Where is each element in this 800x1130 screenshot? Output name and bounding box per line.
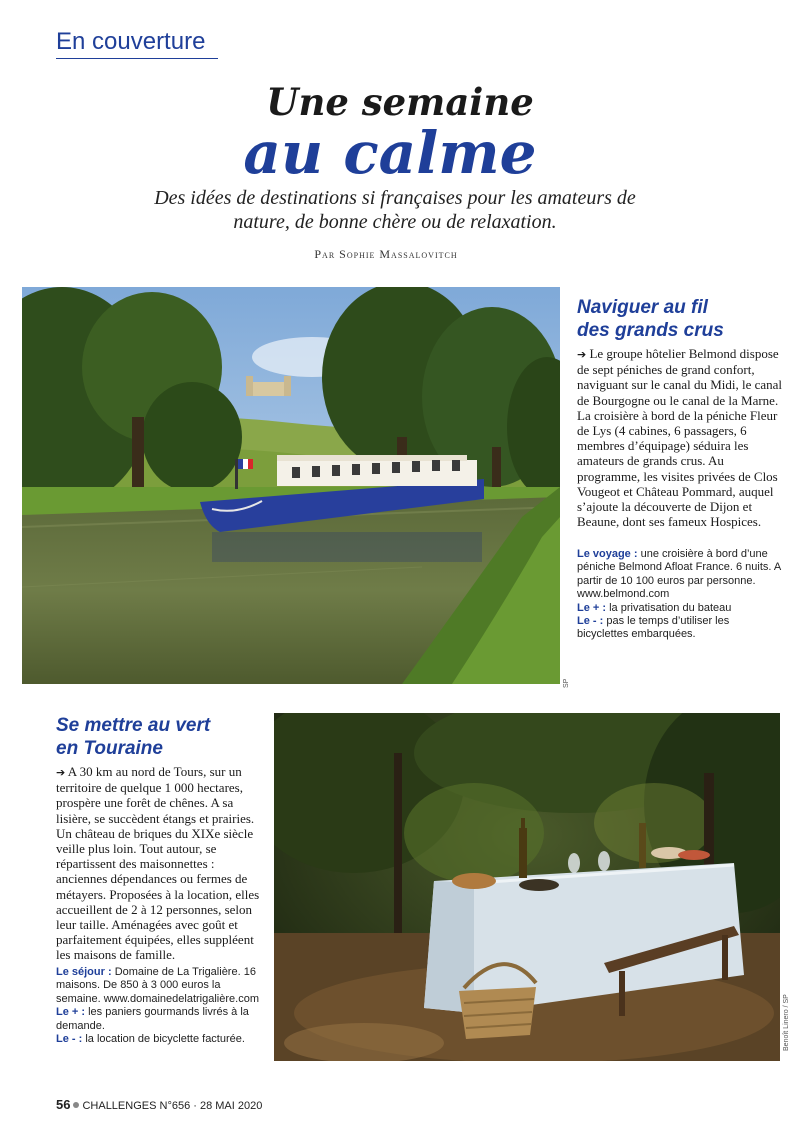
article2-info	[56, 966, 266, 1046]
picnic-photo	[274, 713, 780, 1061]
plus-text-1: la privatisation du bateau	[609, 601, 732, 614]
voyage-text: une croisière à bord d’une péniche Belmond Afloat France. 6 nuits. A partir de 10 100 euros par personne. www.belmond.com	[577, 548, 781, 601]
article1-body	[577, 346, 783, 529]
article2-heading-line2: en Touraine	[56, 738, 163, 759]
barge-photo	[22, 287, 560, 684]
title-line-2: au calme	[243, 119, 537, 187]
arrow-icon: ➔	[577, 348, 587, 361]
photo-credit-2: Benoît Linero / SP	[783, 994, 790, 1051]
footer	[56, 1097, 262, 1112]
article1-info	[577, 548, 783, 642]
minus-label-2: Le - :	[56, 1033, 83, 1046]
section-label: En couverture	[56, 28, 206, 55]
article1-heading	[577, 296, 777, 342]
byline: Par Sophie Massalovitch	[314, 247, 458, 261]
article2-body	[56, 764, 266, 963]
article1-heading-line2: des grands crus	[577, 320, 724, 341]
minus-text-1: pas le temps d’utiliser les bicyclettes embarquées.	[577, 615, 730, 641]
article1-body-text: Le groupe hôtelier Belmond dispose de sept péniches de grand confort, naviguant sur le canal du Midi, le canal de Bourgogne ou le canal de la Marne. La croisière à bord de la péniche Fleur de Lys (4 cabines, 6 passagers, 6 membres d’équipage) séduira les amateurs de grands crus. Au programme, les visites privées de Clos Vougeot et Château Pommard, auquel s’ajoute la découverte de Dijon et Beaune, dont ses fameux Hospices.	[577, 346, 783, 530]
article2-heading	[56, 714, 266, 760]
sejour-text: Domaine de La Trigalière. 16 maisons. De 850 à 3 000 euros la semaine. www.domainedelatrigalière.com	[56, 966, 259, 1005]
bullet-icon	[73, 1102, 79, 1108]
photo-credit-1: SP	[563, 678, 570, 688]
sejour-label: Le séjour :	[56, 966, 112, 978]
voyage-label: Le voyage :	[577, 548, 638, 560]
minus-text-2: la location de bicyclette facturée.	[85, 1033, 245, 1046]
minus-label-1: Le - :	[577, 615, 604, 628]
title-line-1: Une semaine	[266, 80, 534, 124]
section-rule	[56, 58, 218, 59]
plus-label-1: Le + :	[577, 601, 607, 614]
plus-label-2: Le + :	[56, 1006, 86, 1019]
page-number: 56	[56, 1097, 71, 1112]
article2-heading-line1: Se mettre au vert	[56, 715, 211, 736]
plus-text-2: les paniers gourmands livrés à la demande.	[56, 1006, 249, 1032]
magazine-issue: CHALLENGES N°656 · 28 MAI 2020	[82, 1100, 263, 1112]
subtitle: Des idées de destinations si françaises pour les amateurs de nature, de bonne chère ou de relaxation.	[154, 187, 636, 233]
article2-body-text: A 30 km au nord de Tours, sur un territoire de quelque 1 000 hectares, prospère une forêt de chênes. A sa lisière, se succèdent étangs et prairies. Un château de briques du XIXe siècle veille plus loin. Tout autour, se répartissent des maisonnettes : anciennes dépendances ou fermes de métayers. Proposées à la location, elles accueillent de 2 à 12 personnes, selon leur taille. Aménagées avec goût et parfaitement équipées, elles suppléent les maisons de famille.	[56, 764, 260, 963]
article1-heading-line1: Naviguer au fil	[577, 297, 708, 318]
arrow-icon: ➔	[56, 766, 66, 779]
